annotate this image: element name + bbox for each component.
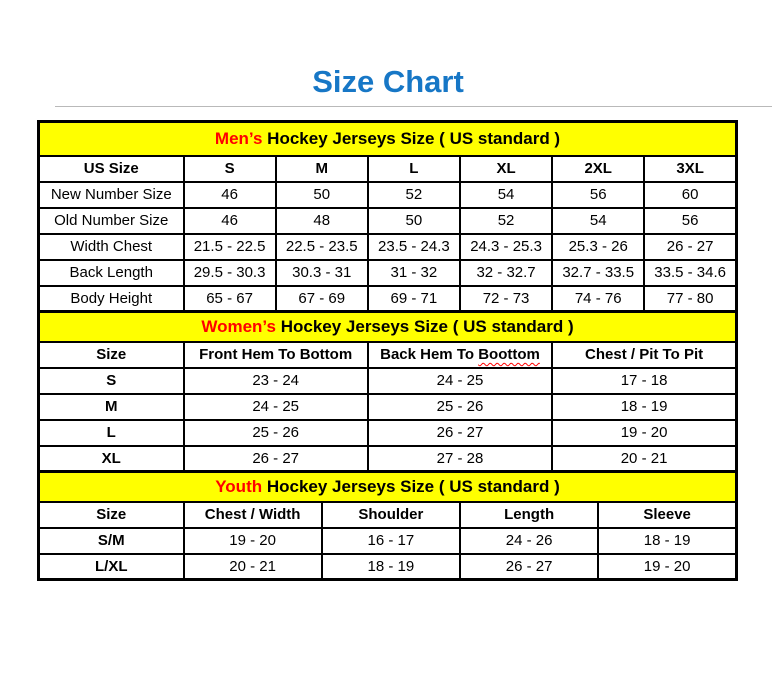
column-header	[368, 342, 552, 368]
table-cell: 32 - 32.7	[460, 260, 552, 286]
table-row	[39, 182, 737, 208]
table-row	[39, 528, 737, 554]
column-header: Chest / Width	[184, 502, 322, 528]
womens-section-title-rest: Hockey Jerseys Size ( US standard )	[275, 316, 574, 336]
table-header-row	[39, 156, 737, 182]
table-cell: 32.7 - 33.5	[552, 260, 644, 286]
table-cell: 25.3 - 26	[552, 234, 644, 260]
table-cell: 20 - 21	[184, 554, 322, 580]
column-header: S	[184, 156, 276, 182]
column-header: Size	[39, 342, 184, 368]
table-cell: 22.5 - 23.5	[276, 234, 368, 260]
page-title: Size Chart	[312, 64, 464, 99]
table-cell: 50	[368, 208, 460, 234]
table-cell: 19 - 20	[598, 554, 736, 580]
row-label: S	[39, 368, 184, 394]
table-cell: 74 - 76	[552, 286, 644, 312]
table-cell: 26 - 27	[644, 234, 736, 260]
youth-section-title-rest: Hockey Jerseys Size ( US standard )	[262, 476, 560, 496]
mens-size-table	[37, 120, 738, 313]
table-cell: 56	[552, 182, 644, 208]
table-cell: 16 - 17	[322, 528, 460, 554]
size-chart-tables	[37, 120, 739, 581]
row-label: Back Length	[39, 260, 184, 286]
row-label: S/M	[39, 528, 184, 554]
table-cell: 26 - 27	[460, 554, 598, 580]
column-header-text: Back Hem To	[380, 346, 479, 363]
womens-size-table	[37, 310, 738, 473]
table-cell: 24 - 25	[184, 394, 368, 420]
table-cell: 48	[276, 208, 368, 234]
row-label: New Number Size	[39, 182, 184, 208]
table-cell: 18 - 19	[552, 394, 736, 420]
table-cell: 72 - 73	[460, 286, 552, 312]
table-cell: 33.5 - 34.6	[644, 260, 736, 286]
column-header: 2XL	[552, 156, 644, 182]
mens-section-title	[39, 122, 737, 156]
table-row	[39, 554, 737, 580]
table-cell: 26 - 27	[368, 420, 552, 446]
table-cell: 17 - 18	[552, 368, 736, 394]
table-cell: 46	[184, 182, 276, 208]
table-cell: 29.5 - 30.3	[184, 260, 276, 286]
column-header: L	[368, 156, 460, 182]
table-cell: 23 - 24	[184, 368, 368, 394]
column-header: M	[276, 156, 368, 182]
table-row	[39, 446, 737, 472]
table-cell: 60	[644, 182, 736, 208]
table-cell: 25 - 26	[368, 394, 552, 420]
table-row	[39, 420, 737, 446]
row-label: Old Number Size	[39, 208, 184, 234]
womens-section-title	[39, 312, 737, 342]
table-cell: 18 - 19	[322, 554, 460, 580]
table-row	[39, 286, 737, 312]
column-header: US Size	[39, 156, 184, 182]
row-label: L/XL	[39, 554, 184, 580]
youth-size-table	[37, 470, 738, 581]
table-cell: 25 - 26	[184, 420, 368, 446]
row-label: Width Chest	[39, 234, 184, 260]
table-row	[39, 472, 737, 502]
table-cell: 52	[368, 182, 460, 208]
divider-line	[55, 106, 772, 107]
row-label: M	[39, 394, 184, 420]
table-cell: 69 - 71	[368, 286, 460, 312]
table-cell: 23.5 - 24.3	[368, 234, 460, 260]
mens-section-title-prefix: Men’s	[214, 128, 263, 148]
table-cell: 52	[460, 208, 552, 234]
youth-section-title	[39, 472, 737, 502]
table-cell: 24 - 25	[368, 368, 552, 394]
table-cell: 54	[552, 208, 644, 234]
row-label: XL	[39, 446, 184, 472]
column-header: Front Hem To Bottom	[184, 342, 368, 368]
table-cell: 18 - 19	[598, 528, 736, 554]
column-header: Size	[39, 502, 184, 528]
table-cell: 67 - 69	[276, 286, 368, 312]
youth-section-title-prefix: Youth	[215, 476, 263, 496]
table-cell: 19 - 20	[552, 420, 736, 446]
table-cell: 20 - 21	[552, 446, 736, 472]
table-cell: 54	[460, 182, 552, 208]
table-row	[39, 122, 737, 156]
misspelled-word: Boottom	[478, 346, 540, 363]
row-label: Body Height	[39, 286, 184, 312]
table-cell: 19 - 20	[184, 528, 322, 554]
column-header: XL	[460, 156, 552, 182]
table-header-row	[39, 502, 737, 528]
table-cell: 50	[276, 182, 368, 208]
column-header: 3XL	[644, 156, 736, 182]
column-header: Sleeve	[598, 502, 736, 528]
column-header: Length	[460, 502, 598, 528]
table-row	[39, 368, 737, 394]
column-header: Chest / Pit To Pit	[552, 342, 736, 368]
womens-section-title-prefix: Women’s	[201, 316, 276, 336]
table-header-row	[39, 342, 737, 368]
table-cell: 56	[644, 208, 736, 234]
column-header: Shoulder	[322, 502, 460, 528]
table-cell: 30.3 - 31	[276, 260, 368, 286]
row-label: L	[39, 420, 184, 446]
table-cell: 46	[184, 208, 276, 234]
table-cell: 24 - 26	[460, 528, 598, 554]
table-row	[39, 234, 737, 260]
table-cell: 21.5 - 22.5	[184, 234, 276, 260]
table-row	[39, 312, 737, 342]
table-row	[39, 208, 737, 234]
table-cell: 27 - 28	[368, 446, 552, 472]
table-cell: 31 - 32	[368, 260, 460, 286]
table-cell: 77 - 80	[644, 286, 736, 312]
table-row	[39, 260, 737, 286]
table-cell: 65 - 67	[184, 286, 276, 312]
table-cell: 24.3 - 25.3	[460, 234, 552, 260]
mens-section-title-rest: Hockey Jerseys Size ( US standard )	[262, 128, 561, 148]
table-row	[39, 394, 737, 420]
table-cell: 26 - 27	[184, 446, 368, 472]
